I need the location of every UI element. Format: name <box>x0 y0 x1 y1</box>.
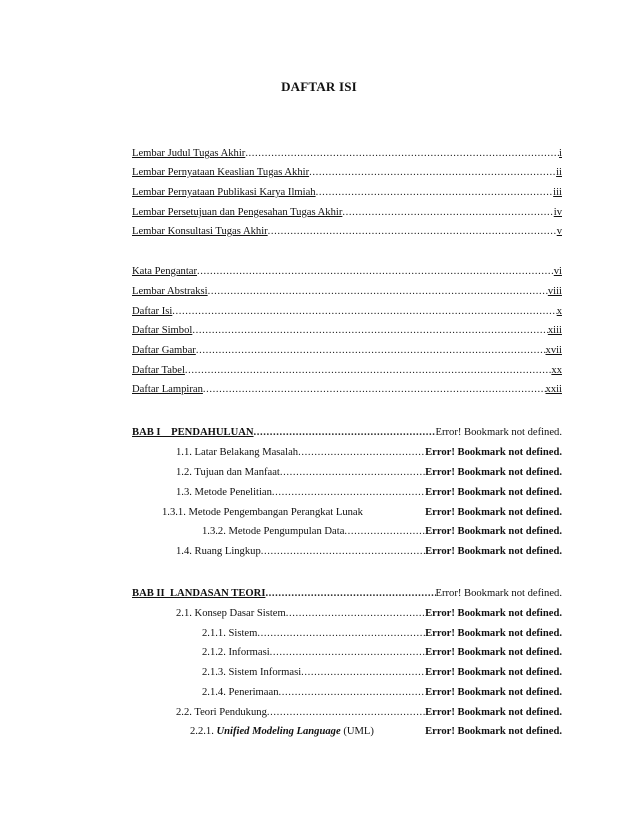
toc-entry-label: 1.3. Metode Penelitian <box>176 487 272 498</box>
toc-entry-1-3-1[interactable] <box>162 506 562 520</box>
toc-entry-1-3[interactable] <box>176 486 562 500</box>
dot-leader <box>280 466 425 480</box>
toc-entry-daftar-isi[interactable] <box>132 305 562 319</box>
dot-leader <box>309 166 556 180</box>
dot-leader <box>344 525 425 539</box>
toc-error-text: Error! Bookmark not defined. <box>425 487 562 498</box>
toc-chapter-label: BAB I PENDAHULUAN <box>132 427 254 438</box>
toc-entry-label: 2.1.4. Penerimaan <box>202 687 279 698</box>
dot-leader <box>257 627 425 641</box>
label-suffix: (UML) <box>340 726 374 737</box>
dot-leader <box>272 486 425 500</box>
toc-entry-label: 2.1. Konsep Dasar Sistem <box>176 608 286 619</box>
toc-entry-label: 1.4. Ruang Lingkup <box>176 546 261 557</box>
toc-entry-page: viii <box>547 286 562 297</box>
dot-leader <box>301 666 425 680</box>
toc-entry-label: Lembar Pernyataan Publikasi Karya Ilmiah <box>132 187 316 198</box>
toc-chapter-label: BAB II LANDASAN TEORI <box>132 588 266 599</box>
toc-entry-2-1-3[interactable] <box>202 666 562 680</box>
toc-entry-label: 2.2. Teori Pendukung <box>176 707 267 718</box>
toc-entry-page: iii <box>553 187 562 198</box>
dot-leader <box>268 225 557 239</box>
toc-entry-label: 2.1.1. Sistem <box>202 628 258 639</box>
toc-entry-daftar-tabel[interactable] <box>132 364 562 378</box>
toc-entry-label: 2.1.2. Informasi <box>202 647 270 658</box>
dot-leader <box>298 446 425 460</box>
toc-entry-page: iv <box>553 207 562 218</box>
toc-entry-label: 1.3.2. Metode Pengumpulan Data <box>202 526 345 537</box>
dot-leader <box>197 265 554 279</box>
label-italic: Unified Modeling Language <box>216 726 341 737</box>
dot-leader <box>270 646 425 660</box>
dot-leader <box>316 186 554 200</box>
dot-leader <box>342 206 553 220</box>
toc-entry-2-1-1[interactable] <box>202 627 562 641</box>
toc-entry-page: vi <box>553 266 562 277</box>
dot-leader <box>196 344 546 358</box>
dot-leader <box>203 383 546 397</box>
toc-entry-persetujuan[interactable] <box>132 206 562 220</box>
toc-entry-label: Lembar Persetujuan dan Pengesahan Tugas Akhir <box>132 207 343 218</box>
toc-error-text: Error! Bookmark not defined. <box>435 588 562 599</box>
toc-entry-pernyataan-publikasi[interactable] <box>132 186 562 200</box>
toc-entry-label: Lembar Judul Tugas Akhir <box>132 148 246 159</box>
toc-entry-konsultasi[interactable] <box>132 225 562 239</box>
toc-entry-2-2-1[interactable] <box>190 725 562 739</box>
toc-entry-label: 2.1.3. Sistem Informasi <box>202 667 302 678</box>
toc-error-text: Error! Bookmark not defined. <box>425 726 562 737</box>
toc-entry-pernyataan-keaslian[interactable] <box>132 166 562 180</box>
dot-leader <box>286 607 425 621</box>
label-prefix: 2.2.1. <box>190 726 217 737</box>
toc-entry-label: Daftar Simbol <box>132 325 193 336</box>
dot-leader <box>254 426 436 440</box>
toc-entry-daftar-lampiran[interactable] <box>132 383 562 397</box>
toc-entry-abstraksi[interactable] <box>132 285 562 299</box>
toc-entry-label: Daftar Lampiran <box>132 384 203 395</box>
dot-leader <box>261 545 425 559</box>
toc-error-text: Error! Bookmark not defined. <box>425 687 562 698</box>
toc-entry-label: Lembar Abstraksi <box>132 286 208 297</box>
toc-error-text: Error! Bookmark not defined. <box>425 526 562 537</box>
dot-leader <box>245 147 559 161</box>
page-title: DAFTAR ISI <box>281 79 357 94</box>
toc-error-text: Error! Bookmark not defined. <box>425 647 562 658</box>
toc-entry-label: Daftar Tabel <box>132 365 185 376</box>
toc-entry-page: x <box>556 306 562 317</box>
toc-entry-page: v <box>556 226 562 237</box>
toc-entry-daftar-simbol[interactable] <box>132 324 562 338</box>
dot-leader <box>267 706 425 720</box>
toc-entry-label <box>190 725 425 739</box>
toc-entry-label: Lembar Konsultasi Tugas Akhir <box>132 226 268 237</box>
dot-leader <box>265 587 435 601</box>
toc-entry-1-1[interactable] <box>176 446 562 460</box>
toc-entry-2-1-2[interactable] <box>202 646 562 660</box>
dot-leader <box>172 305 556 319</box>
toc-entry-page: i <box>559 148 562 159</box>
toc-error-text: Error! Bookmark not defined. <box>425 628 562 639</box>
dot-leader <box>185 364 552 378</box>
toc-chapter-bab-1[interactable] <box>132 426 562 440</box>
toc-entry-kata-pengantar[interactable] <box>132 265 562 279</box>
toc-entry-label: 1.2. Tujuan dan Manfaat <box>176 467 280 478</box>
toc-entry-page: xiii <box>547 325 562 336</box>
toc-entry-page: xxii <box>545 384 562 395</box>
toc-entry-daftar-gambar[interactable] <box>132 344 562 358</box>
toc-error-text: Error! Bookmark not defined. <box>425 507 562 518</box>
toc-entry-label: 1.1. Latar Belakang Masalah <box>176 447 299 458</box>
toc-entry-label: Lembar Pernyataan Keaslian Tugas Akhir <box>132 167 310 178</box>
toc-entry-2-2[interactable] <box>176 706 562 720</box>
dot-leader <box>279 686 426 700</box>
toc-error-text: Error! Bookmark not defined. <box>425 447 562 458</box>
toc-error-text: Error! Bookmark not defined. <box>425 667 562 678</box>
toc-chapter-bab-2[interactable] <box>132 587 562 601</box>
toc-entry-2-1-4[interactable] <box>202 686 562 700</box>
toc-entry-label: 1.3.1. Metode Pengembangan Perangkat Lunak <box>162 507 363 518</box>
toc-entry-page: xx <box>551 365 562 376</box>
dot-leader <box>208 285 548 299</box>
toc-entry-1-2[interactable] <box>176 466 562 480</box>
toc-entry-lembar-judul[interactable] <box>132 147 562 161</box>
toc-entry-2-1[interactable] <box>176 607 562 621</box>
toc-entry-label: Daftar Gambar <box>132 345 196 356</box>
toc-error-text: Error! Bookmark not defined. <box>435 427 562 438</box>
toc-error-text: Error! Bookmark not defined. <box>425 467 562 478</box>
toc-entry-1-3-2[interactable] <box>202 525 562 539</box>
toc-entry-label: Kata Pengantar <box>132 266 198 277</box>
toc-entry-1-4[interactable] <box>176 545 562 559</box>
toc-error-text: Error! Bookmark not defined. <box>425 608 562 619</box>
toc-entry-label: Daftar Isi <box>132 306 173 317</box>
toc-entry-page: ii <box>556 167 562 178</box>
toc-error-text: Error! Bookmark not defined. <box>425 546 562 557</box>
toc-entry-page: xvii <box>545 345 562 356</box>
dot-leader <box>192 324 548 338</box>
toc-error-text: Error! Bookmark not defined. <box>425 707 562 718</box>
